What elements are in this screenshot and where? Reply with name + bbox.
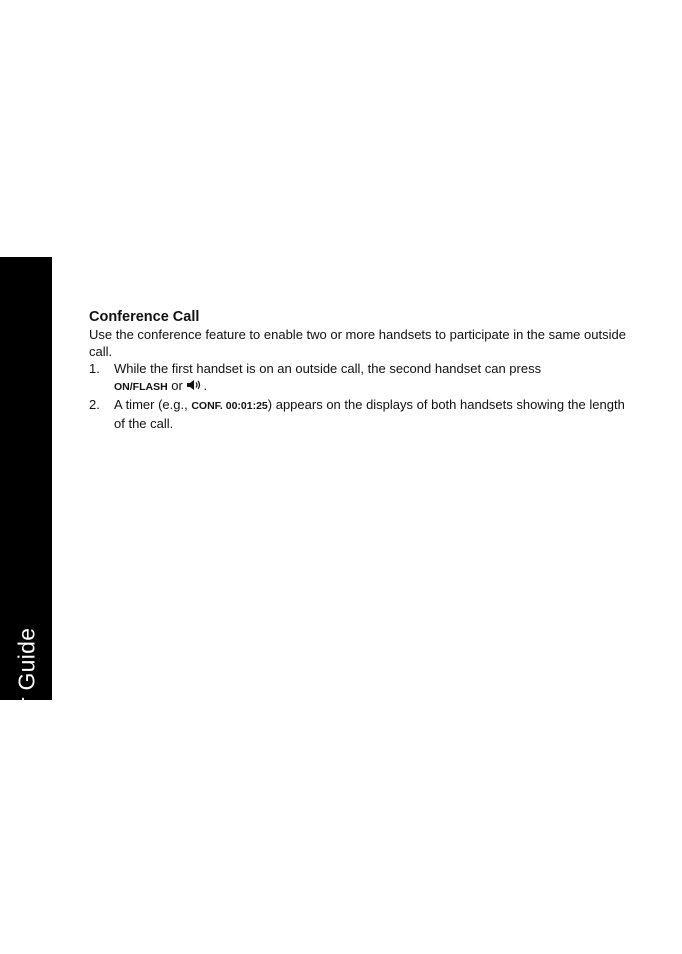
steps-list [89,360,634,432]
display-text-conf: CONF. 00:01:25 [191,400,268,412]
step-number: 2. [89,397,100,412]
step-number: 1. [89,361,100,376]
content [89,309,634,432]
step-text: While the first handset is on an outside call, the second handset can press [114,361,542,376]
page-number: 34 [18,898,34,913]
step-1 [89,360,634,396]
section-heading: Conference Call [89,309,200,325]
section-intro: Use the conference feature to enable two or more handsets to participate in the same outside call. [89,327,626,359]
step-period: . [203,378,208,393]
document-title: MD7151 User Guide [13,627,40,843]
step-text-after: ) appears on the displays of both handsets showing the length of the call. [114,397,625,431]
step-text: A timer (e.g., [114,397,188,412]
step-2 [89,396,634,432]
step-text-or: or [171,378,183,393]
speaker-icon [186,378,203,395]
key-on-flash: ON/FLASH [114,381,168,393]
side-tab [0,257,52,913]
